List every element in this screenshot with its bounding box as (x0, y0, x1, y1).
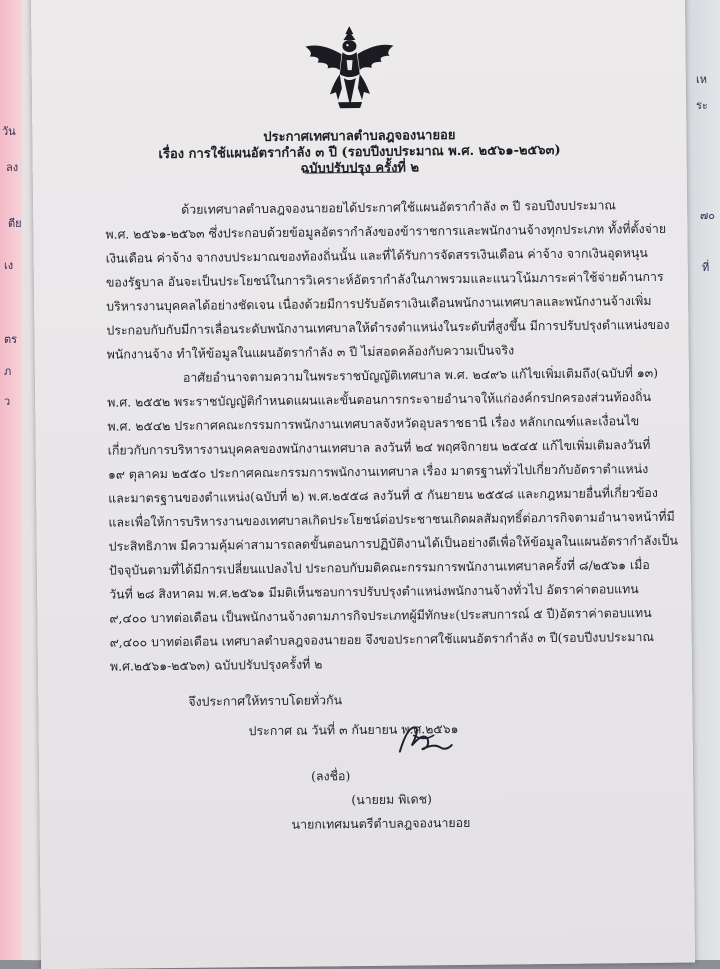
body-line: ๑๙ ตุลาคม ๒๕๕๐ ประกาศคณะกรรมการพนักงานเทศบาล เรื่อง มาตรฐานทั่วไปเกี่ยวกับอัตราตำแหน่ง (107, 461, 649, 482)
handwritten-signature (394, 721, 456, 758)
background-fragment: ตร (4, 333, 18, 346)
background-fragment: ๗๐ (700, 209, 715, 222)
body-line: พ.ศ. ๒๕๕๒ พระราชบัญญัติกำหนดแผนและขั้นตอนการกระจายอำนาจให้แก่องค์กรปกครองส่วนท้องถิ่น (107, 388, 652, 410)
signatory-name: (นายยม พิเดช) (351, 791, 433, 808)
background-fragment: ลง (6, 161, 19, 174)
body-line: และเพื่อให้การบริหารงานของเทศบาลเกิดประโยชน์ต่อประชาชนเกิดผลสัมฤทธิ์ต่อภารกิจตามอำนาจหน้าที่มี (108, 508, 675, 530)
pink-paper-edge (0, 0, 22, 960)
document-title: ประกาศเทศบาลตำบลฎจองนายอย (263, 128, 456, 146)
background-fragment: ภ (4, 365, 12, 378)
body-line: เกี่ยวกับการบริหารงานบุคคลของพนักงานเทศบาล ลงวันที่ ๒๔ พฤศจิกายน ๒๕๔๕ แก้ไขเพิ่มเติมลงวันที่ (107, 436, 651, 458)
background-fragment: ที่ (702, 261, 710, 274)
closing-statement: จึงประกาศให้ทราบโดยทั่วกัน (188, 692, 343, 709)
body-line: พ.ศ. ๒๕๖๑-๒๕๖๓ ซึ่งประกอบด้วยข้อมูลอัตรากำลังของข้าราชการและพนักงานจ้างทุกประเภท ทั้งที่ตั้งจ่าย (105, 220, 667, 242)
body-line: พ.ศ. ๒๕๔๒ ประกาศคณะกรรมการพนักงานเทศบาลจังหวัดอุบลราชธานี เรื่อง หลักเกณฑ์และเงื่อนไข (107, 413, 640, 434)
body-line: พ.ศ.๒๕๖๑-๒๕๖๓) ฉบับปรับปรุงครั้งที่ ๒ (109, 656, 323, 674)
signatory-position: นายกเทศมนตรีตำบลฎจองนายอย (291, 814, 471, 832)
body-line: และมาตรฐานของตำแหน่ง(ฉบับที่ ๒) พ.ศ.๒๕๕๘ ลงวันที่ ๕ กันยายน ๒๕๕๘ และกฎหมายอื่นที่เกี่ยวข้อง (108, 484, 658, 506)
document-revision: ฉบับปรับปรุง ครั้งที่ ๒ (300, 160, 420, 177)
body-line: ๙,๔๐๐ บาทต่อเดือน เป็นพนักงานจ้างตามภารกิจประเภทผู้มีทักษะ(ประสบการณ์ ๕ ปี)อัตราค่าตอบแทน (109, 604, 652, 626)
background-fragment: เห (696, 73, 708, 86)
body-line: ประกอบกับกับมีการเลื่อนระดับพนักงานเทศบาลให้ดำรงตำแหน่งในระดับที่สูงขึ้น มีการปรับปรุงตำแหน่งของ (106, 316, 670, 338)
announcement-document (31, 0, 695, 969)
background-fragment: เง (4, 259, 14, 272)
background-fragment: ว (4, 395, 11, 408)
background-fragment: วัน (2, 125, 16, 138)
body-line: ด้วยเทศบาลตำบลฎจองนายอยได้ประกาศใช้แผนอัตรากำลัง ๓ ปี รอบปีงบประมาณ (181, 197, 616, 217)
garuda-emblem-icon (299, 22, 400, 115)
body-line: พนักงานจ้าง ทำให้ข้อมูลในแผนอัตรากำลัง ๓ ปี ไม่สอดคล้องกับความเป็นจริง (106, 342, 515, 362)
announcement-date: ประกาศ ณ วันที่ ๓ กันยายน พ.ศ.๒๕๖๑ (248, 721, 459, 739)
body-line: ของรัฐบาล อันจะเป็นประโยชน์ในการวิเคราะห์อัตรากำลังในภาพรวมและแนวโน้มภาระค่าใช้จ่ายด้านการ (105, 268, 664, 290)
body-line: บริหารงานบุคคลได้อย่างชัดเจน เนื่องด้วยมีการปรับอัตราเงินเดือนพนักงานเทศบาลและพนักงานจ้างเพิ่ม (106, 292, 652, 314)
document-subject: เรื่อง การใช้แผนอัตรากำลัง ๓ ปี (รอบปีงบประมาณ พ.ศ. ๒๕๖๑-๒๕๖๓) (158, 142, 561, 163)
body-line: ปัจจุบันตามที่ได้มีการเปลี่ยนแปลงไป ประกอบกับมติคณะกรรมการพนักงานเทศบาลครั้งที่ ๘/๒๕๖๑ เมื่อ (108, 557, 650, 578)
body-line: เงินเดือน ค่าจ้าง จากงบประมาณของท้องถิ่นนั้น และที่ได้รับการจัดสรรเงินเดือน ค่าจ้าง จากเงินอุดหนุน (105, 245, 648, 266)
body-line: วันที่ ๒๘ สิงหาคม พ.ศ.๒๕๖๑ มีมติเห็นชอบการปรับปรุงตำแหน่งพนักงานจ้างทั่วไป อัตราค่าตอบแทน (109, 581, 639, 602)
body-line: ประสิทธิภาพ มีความคุ้มค่าสามารถลดขั้นตอนการปฏิบัติงานได้เป็นอย่างดีเพื่อให้ข้อมูลในแผนอัตรากำลังเป็น (108, 532, 679, 554)
background-fragment: ตีย (8, 217, 22, 230)
body-line: อาศัยอำนาจตามความในพระราชบัญญัติเทศบาล พ.ศ. ๒๔๙๖ แก้ไขเพิ่มเติมถึง(ฉบับที่ ๑๓) (182, 364, 659, 385)
body-line: ๙,๔๐๐ บาทต่อเดือน เทศบาลตำบลฎจองนายอย จึงขอประกาศใช้แผนอัตรากำลัง ๓ ปี(รอบปีงบประมาณ (109, 628, 655, 650)
background-fragment: ระ (696, 99, 708, 112)
signed-label: (ลงชื่อ) (311, 768, 351, 784)
